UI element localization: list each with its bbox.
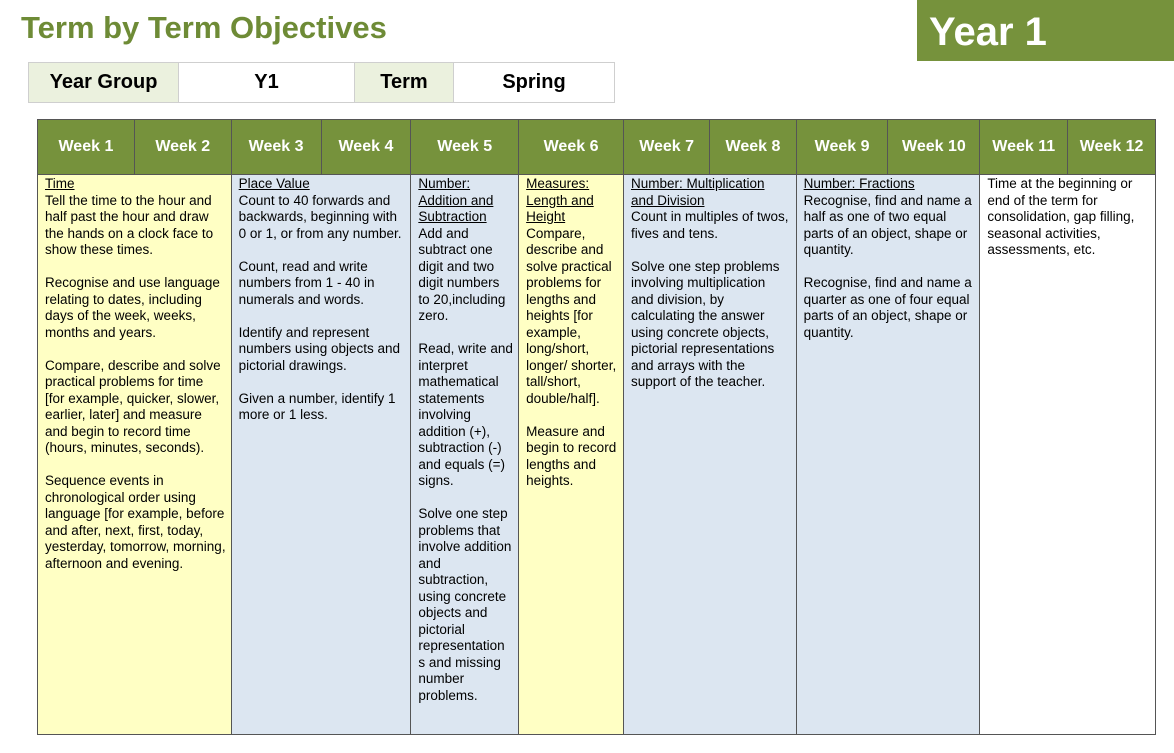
week-header — [797, 120, 980, 175]
objective-text: Recognise, find and name a quarter as one of four equal parts of an object, shape or quantity. — [803, 275, 972, 340]
objective-text: Solve one step problems involving multiplication and division, by calculating the answer using concrete objects, pictorial representations and arrays with the support of the teacher. — [630, 258, 780, 389]
week-header — [232, 120, 411, 175]
column-consolidation — [980, 120, 1155, 734]
week-header — [519, 120, 623, 175]
info-table — [28, 62, 615, 103]
objective-cell — [232, 175, 411, 734]
week-label: Week 3 — [232, 120, 322, 174]
objective-text: Count in multiples of twos, fives and tens. — [630, 209, 789, 241]
week-label: Week 8 — [725, 138, 781, 155]
topic-heading: Number: Addition and Subtraction — [418, 176, 494, 224]
year-group-value: Y1 — [179, 63, 355, 102]
week-label: Week 2 — [155, 138, 211, 155]
week-label: Week 4 — [338, 138, 394, 155]
objective-text: Count, read and write numbers from 1 - 40 in numerals and words. — [238, 258, 375, 307]
objective-text: Measure and begin to record lengths and heights. — [526, 423, 617, 488]
topic-heading: Number: Fractions — [803, 176, 915, 191]
objective-text: Sequence events in chronological order using language [for example, before and after, next, first, today, yesterday, tomorrow, morning, afternoon and evening. — [45, 473, 226, 571]
objective-text: Solve one step problems that involve addition and subtraction, using concrete objects and pictorial representation s and missing number problems. — [418, 506, 512, 703]
objective-cell — [411, 175, 518, 734]
objective-text: Add and subtract one digit and two digit numbers to 20,including zero. — [418, 225, 506, 323]
page-title: Term by Term Objectives — [21, 10, 387, 45]
week-label: Week 12 — [1079, 138, 1144, 155]
column-multiplication-division — [624, 120, 797, 734]
objective-text: Recognise, find and name a half as one of two equal parts of an object, shape or quantity. — [803, 192, 972, 257]
term-value: Spring — [454, 63, 614, 102]
week-label: Week 11 — [980, 120, 1068, 174]
objective-cell — [38, 175, 231, 734]
topic-heading: Measures: Length and Height — [526, 176, 594, 224]
term-label: Term — [355, 63, 454, 102]
objective-text: Read, write and interpret mathematical statements involving addition (+), subtraction (-) and equals (=) signs. — [418, 341, 513, 488]
objective-text: Identify and represent numbers using objects and pictorial drawings. — [238, 324, 401, 373]
objective-text: Recognise and use language relating to dates, including days of the week, weeks, months and years. — [45, 275, 220, 340]
topic-heading: Number: Multiplication and Division — [630, 176, 765, 208]
year-badge: Year 1 — [917, 0, 1174, 61]
week-header — [38, 120, 231, 175]
week-label: Week 7 — [624, 120, 710, 174]
objective-text: Compare, describe and solve practical problems for time [for example, quicker, slower, earlier, later] and measure and begin to record time (hours, minutes, seconds). — [45, 357, 221, 455]
column-place-value — [232, 120, 412, 734]
objectives-grid — [37, 119, 1156, 735]
year-group-label: Year Group — [29, 63, 179, 102]
week-label: Week 6 — [543, 138, 599, 155]
objective-cell — [980, 175, 1155, 734]
week-label: Week 5 — [437, 138, 493, 155]
week-label: Week 9 — [797, 120, 889, 174]
objective-cell — [519, 175, 623, 734]
objective-text: Tell the time to the hour and half past the hour and draw the hands on a clock face to show these times. — [45, 192, 214, 257]
column-fractions — [797, 120, 981, 734]
topic-heading: Place Value — [238, 176, 310, 191]
week-header — [411, 120, 518, 175]
topic-heading: Time — [45, 176, 75, 191]
objective-text: Count to 40 forwards and backwards, beginning with 0 or 1, or from any number. — [238, 192, 402, 241]
column-addition-subtraction — [411, 120, 519, 734]
column-length-height — [519, 120, 624, 734]
week-header — [980, 120, 1155, 175]
column-time — [38, 120, 232, 734]
week-header — [624, 120, 796, 175]
week-label: Week 10 — [902, 138, 966, 155]
objective-cell — [624, 175, 796, 734]
objective-text: Time at the beginning or end of the term for consolidation, gap filling, seasonal activities, assessments, etc. — [987, 176, 1135, 257]
objective-text: Compare, describe and solve practical problems for lengths and heights [for example, long/short, longer/ shorter, tall/short, double/half]. — [526, 225, 617, 406]
objective-text: Given a number, identify 1 more or 1 less. — [238, 390, 396, 422]
objective-cell — [797, 175, 980, 734]
week-label: Week 1 — [38, 120, 135, 174]
